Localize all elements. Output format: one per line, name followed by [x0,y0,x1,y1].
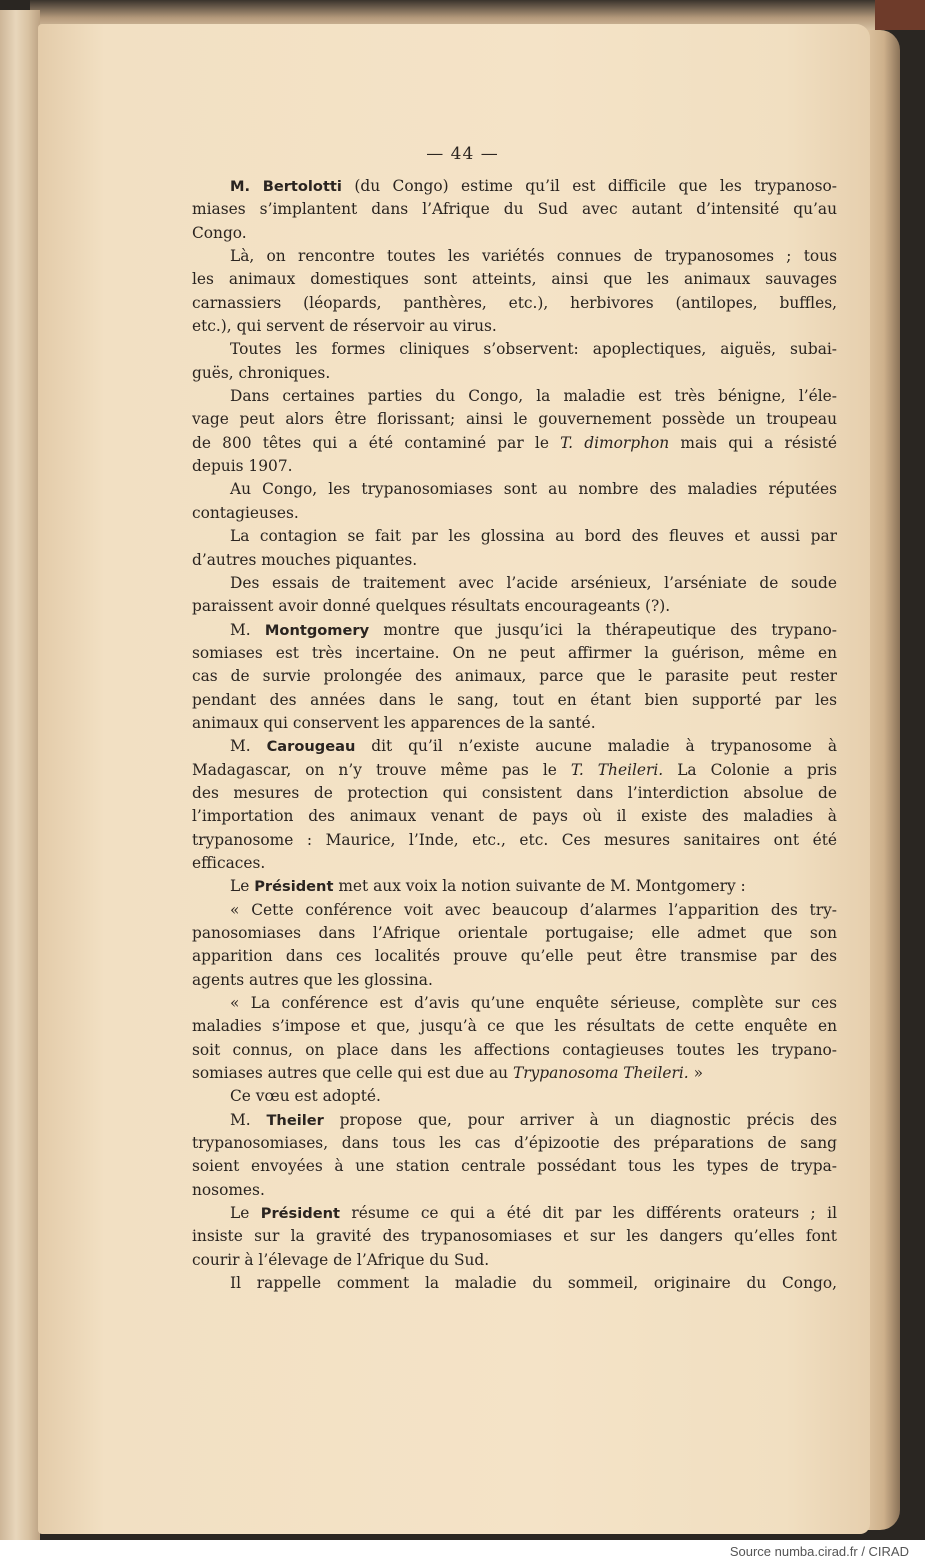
text-line [192,969,837,992]
line-prefix: Madagascar, on n’y trouve même pas le [192,760,571,779]
line-text: Au Congo, les trypanosomiases sont au nombre des maladies réputées [230,480,837,499]
speaker-name: M. Bertolotti [230,178,342,195]
line-text: résume ce qui a été dit par les différents orateurs ; il [339,1204,837,1223]
line-text: met aux voix la notion suivante de M. Montgomery : [333,877,746,896]
line-text: agents autres que les glossina. [192,970,433,989]
text-line [192,759,837,782]
text-line [192,1179,837,1202]
line-text: carnassiers (léopards, panthères, etc.), herbivores (antilopes, buffles, [192,293,837,312]
paragraph [192,478,837,525]
text-line [192,782,837,805]
text-line [192,1249,837,1272]
paragraph [192,1085,837,1108]
line-text: efficaces. [192,853,266,872]
species-name: T. dimorphon [560,433,670,452]
paragraph [192,175,837,245]
line-text: cas de survie prolongée des animaux, parce que le parasite peut rester [192,667,837,686]
line-text: montre que jusqu’ici la thérapeutique des trypano- [369,620,838,639]
text-line [192,408,837,431]
line-text: guës, chroniques. [192,363,331,382]
line-text: animaux qui conservent les apparences de la santé. [192,713,596,732]
species-name: T. Theileri. [570,760,664,779]
line-text: Congo. [192,223,247,242]
text-line [192,338,837,361]
text-line [192,712,837,735]
text-line [192,245,837,268]
line-text: apparition dans ces localités prouve qu’elle peut être transmise par des [192,947,837,966]
line-text: miases s’implantent dans l’Afrique du Sud avec autant d’intensité qu’au [192,200,837,219]
source-credit: Source numba.cirad.fr / CIRAD [729,1544,909,1559]
line-text: » [688,1064,704,1083]
text-line [192,899,837,922]
page-number: — 44 — [426,144,499,164]
line-text: « Cette conférence voit avec beaucoup d’alarmes l’apparition des try- [230,900,837,919]
book-left-edge [0,10,40,1540]
text-line [192,292,837,315]
text-line [192,689,837,712]
text-line [192,642,837,665]
paragraph [192,1109,837,1202]
text-line [192,362,837,385]
line-prefix: somiases autres que celle qui est due au [192,1064,513,1083]
line-text: paraissent avoir donné quelques résultats encourageants (?). [192,597,671,616]
line-prefix: de 800 têtes qui a été contaminé par le [192,433,561,452]
text-line [192,805,837,828]
paragraph [192,1202,837,1272]
text-line [192,1225,837,1248]
line-text: trypanosomiases, dans tous les cas d’épizootie des préparations de sang [192,1134,837,1153]
text-line [192,1155,837,1178]
line-text: dit qu’il n’existe aucune maladie à trypanosome à [355,737,838,756]
line-text: etc.), qui servent de réservoir au virus. [192,317,497,336]
text-line [192,665,837,688]
line-prefix: M. [230,620,265,639]
text-line [192,572,837,595]
speaker-name: Theiler [266,1111,324,1129]
paragraph [192,875,837,898]
paragraph [192,735,837,875]
line-text: contagieuses. [192,503,299,522]
line-text: La contagion se fait par les glossina au bord des fleuves et aussi par [230,527,837,546]
line-text: vage peut alors être florissant; ainsi le gouvernement possède un troupeau [192,410,837,429]
line-text: depuis 1907. [192,457,293,476]
line-text: d’autres mouches piquantes. [192,550,418,569]
line-text: l’importation des animaux venant de pays où il existe des maladies à [192,807,837,826]
text-line [192,1272,837,1295]
line-prefix: M. [230,1110,267,1129]
paragraph [192,338,837,385]
text-line [192,455,837,478]
paragraph [192,992,837,1085]
line-text: (du Congo) estime qu’il est difficile que les trypanoso- [341,177,837,195]
speaker-name: Montgomery [264,621,370,639]
text-line [192,1015,837,1038]
line-text: Il rappelle comment la maladie du sommeil, originaire du Congo, [230,1274,837,1293]
paragraph [192,1272,837,1295]
line-text: Dans certaines parties du Congo, la maladie est très bénigne, l’éle- [230,387,837,406]
paragraph [192,245,837,338]
line-text: trypanosome : Maurice, l’Inde, etc., etc. Ces mesures sanitaires ont été [192,830,837,849]
species-name: Trypanosoma Theileri. [512,1064,689,1083]
text-line [192,222,837,245]
line-text: Toutes les formes cliniques s’observent: apoplectiques, aiguës, subai- [230,340,837,359]
text-line [192,922,837,945]
text-line [192,502,837,525]
line-text: courir à l’élevage de l’Afrique du Sud. [192,1250,490,1269]
line-text: panosomiases dans l’Afrique orientale portugaise; elle admet que son [192,924,837,942]
line-text: mais qui a résisté [669,433,837,452]
line-prefix: M. [230,737,267,756]
text-line [192,432,837,455]
text-line [192,735,837,758]
line-text: somiases est très incertaine. On ne peut affirmer la guérison, même en [192,643,837,662]
text-line [192,268,837,291]
text-line [192,992,837,1015]
line-text: des mesures de protection qui consistent dans l’interdiction absolue de [192,783,837,802]
line-text: insiste sur la gravité des trypanosomiases et sur les dangers qu’elles font [192,1227,837,1246]
book-cover-corner [875,0,925,30]
text-line [192,1109,837,1132]
text-line [192,1085,837,1108]
text-line [192,1202,837,1225]
text-line [192,1062,837,1085]
line-prefix: Le [230,877,255,896]
text-line [192,385,837,408]
text-line [192,315,837,338]
text-line [192,525,837,548]
text-line [192,945,837,968]
line-text: Là, on rencontre toutes les variétés connues de trypanosomes ; tous [230,247,837,266]
speaker-name: Carougeau [266,738,356,756]
text-line [192,478,837,501]
line-text: soit connus, on place dans les affections contagieuses toutes les trypano- [192,1040,837,1059]
line-text: pendant des années dans le sang, tout en étant bien supporté par les [192,690,837,709]
line-text: maladies s’impose et que, jusqu’à ce que les résultats de cette enquête en [192,1017,837,1036]
text-line [192,875,837,898]
text-line [192,1039,837,1062]
paragraph [192,619,837,736]
paragraph [192,525,837,572]
text-line [192,198,837,221]
speaker-name: Président [254,878,334,896]
line-text: nosomes. [192,1180,265,1199]
line-text: les animaux domestiques sont atteints, ainsi que les animaux sauvages [192,270,837,289]
speaker-name: Président [260,1205,340,1223]
line-text: Des essais de traitement avec l’acide arsénieux, l’arséniate de soude [230,573,837,592]
text-line [192,549,837,572]
page-text [192,175,837,1296]
text-line [192,619,837,642]
text-line [192,175,837,198]
line-text: soient envoyées à une station centrale possédant tous les types de trypa- [192,1157,837,1176]
paragraph [192,385,837,478]
line-text: propose que, pour arriver à un diagnostic précis des [323,1110,838,1129]
paragraph [192,899,837,992]
line-text: Ce vœu est adopté. [230,1087,381,1106]
text-line [192,1132,837,1155]
line-text: La Colonie a pris [663,760,838,779]
paragraph [192,572,837,619]
text-line [192,829,837,852]
text-line [192,852,837,875]
text-line [192,595,837,618]
line-text: « La conférence est d’avis qu’une enquête sérieuse, complète sur ces [230,994,837,1013]
line-prefix: Le [230,1204,261,1223]
